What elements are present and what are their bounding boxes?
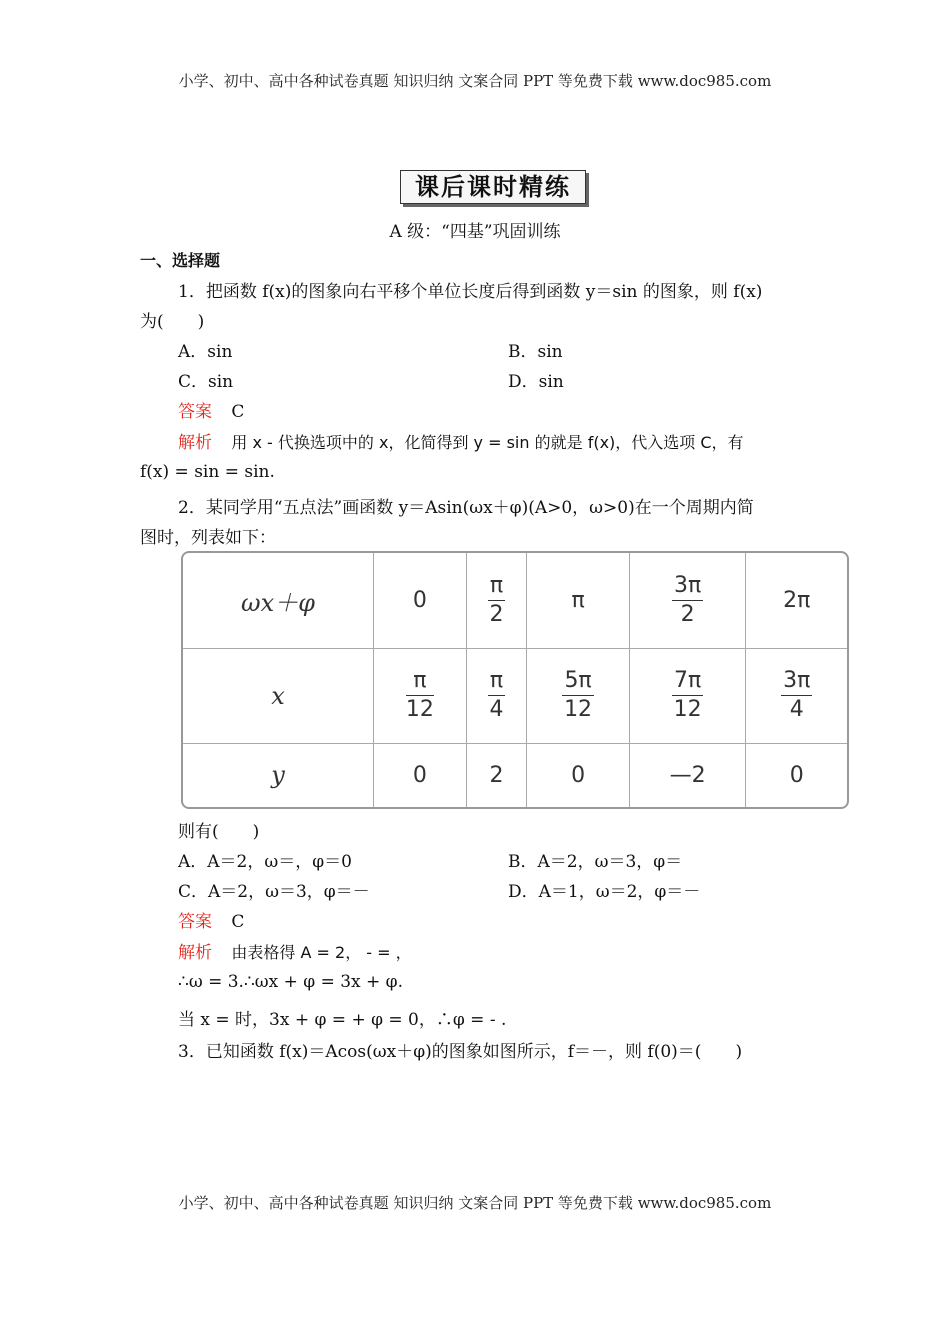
table-cell: —2 [629,743,746,807]
page-footer: 小学、初中、高中各种试卷真题 知识归纳 文案合同 PPT 等免费下载 www.doc985.com [178,1194,772,1212]
q1-answer-row [178,397,244,422]
table-cell: 0 [746,743,847,807]
section-heading: 一、选择题 [140,251,221,270]
table-cell: 0 [374,553,467,648]
q2-option-c: C．A＝2，ω＝3，φ＝－ [178,882,370,902]
table-cell: $\frac{\pi}{4}$ [466,648,527,743]
q2-option-a: A．A＝2，ω＝，φ＝0 [178,852,352,872]
table-cell: $\frac{\pi}{12}$ [374,648,467,743]
table-cell: $\frac{5\pi}{12}$ [527,648,629,743]
table-cell: 2π [746,553,847,648]
row-label: x [183,648,374,743]
q1-stem-line1: 1．把函数 f(x)的图象向右平移个单位长度后得到函数 y＝sin 的图象，则 f(x) [178,282,763,302]
q1-option-d: D．sin [508,372,564,392]
level-subtitle: A 级：“四基”巩固训练 [389,222,561,242]
q2-analysis-text1: 由表格得 A = 2， - = ， [231,943,412,962]
q2-answer-row [178,907,244,932]
q2-stem-line2: 图时，列表如下： [140,528,276,548]
table-cell: $\frac{\pi}{2}$ [466,553,527,648]
table-row [183,743,847,807]
q1-analysis-row [178,428,744,453]
answer-label: 答案 [178,402,212,422]
q2-answer-value: C [231,912,245,932]
q1-option-a: A．sin [178,342,233,362]
q2-analysis-row [178,938,412,963]
table-cell: $\frac{7\pi}{12}$ [629,648,746,743]
analysis-label: 解析 [178,433,212,453]
answer-label: 答案 [178,912,212,932]
q3-stem-line1: 3．已知函数 f(x)＝Acos(ωx＋φ)的图象如图所示，f＝－，则 f(0)＝( ) [178,1042,743,1062]
table-cell: π [527,553,629,648]
q1-stem-line2: 为( ) [140,312,205,332]
section-title-banner: 课后课时精练 [400,170,586,204]
table-cell: 0 [527,743,629,807]
table-cell: 2 [466,743,527,807]
q1-option-b: B．sin [508,342,563,362]
page-header: 小学、初中、高中各种试卷真题 知识归纳 文案合同 PPT 等免费下载 www.doc985.com [178,72,772,90]
row-label: ωx＋φ [183,553,374,648]
q1-answer-value: C [231,402,245,422]
q2-option-b: B．A＝2，ω＝3，φ＝ [508,852,683,872]
table-row [183,553,847,648]
row-label: y [183,743,374,807]
table-cell: 0 [374,743,467,807]
q2-then: 则有( ) [178,822,260,842]
five-point-table [181,551,849,809]
table-row [183,648,847,743]
q2-analysis-text2: ∴ω = 3.∴ωx + φ = 3x + φ. [178,972,403,992]
q1-analysis-text1: 用 x - 代换选项中的 x，化简得到 y = sin 的就是 f(x)，代入选项 C，有 [231,433,744,452]
q1-analysis-text2: f(x) = sin = sin. [140,462,275,482]
q2-option-d: D．A＝1，ω＝2，φ＝－ [508,882,701,902]
table-cell: $\frac{3\pi}{4}$ [746,648,847,743]
q2-stem-line1: 2．某同学用“五点法”画函数 y＝Asin(ωx＋φ)(A>0，ω>0)在一个周期内简 [178,498,754,518]
analysis-label: 解析 [178,943,212,963]
q1-option-c: C．sin [178,372,234,392]
q2-analysis-text3: 当 x = 时，3x + φ = + φ = 0，∴φ = - . [178,1010,507,1030]
table-cell: $\frac{3\pi}{2}$ [629,553,746,648]
